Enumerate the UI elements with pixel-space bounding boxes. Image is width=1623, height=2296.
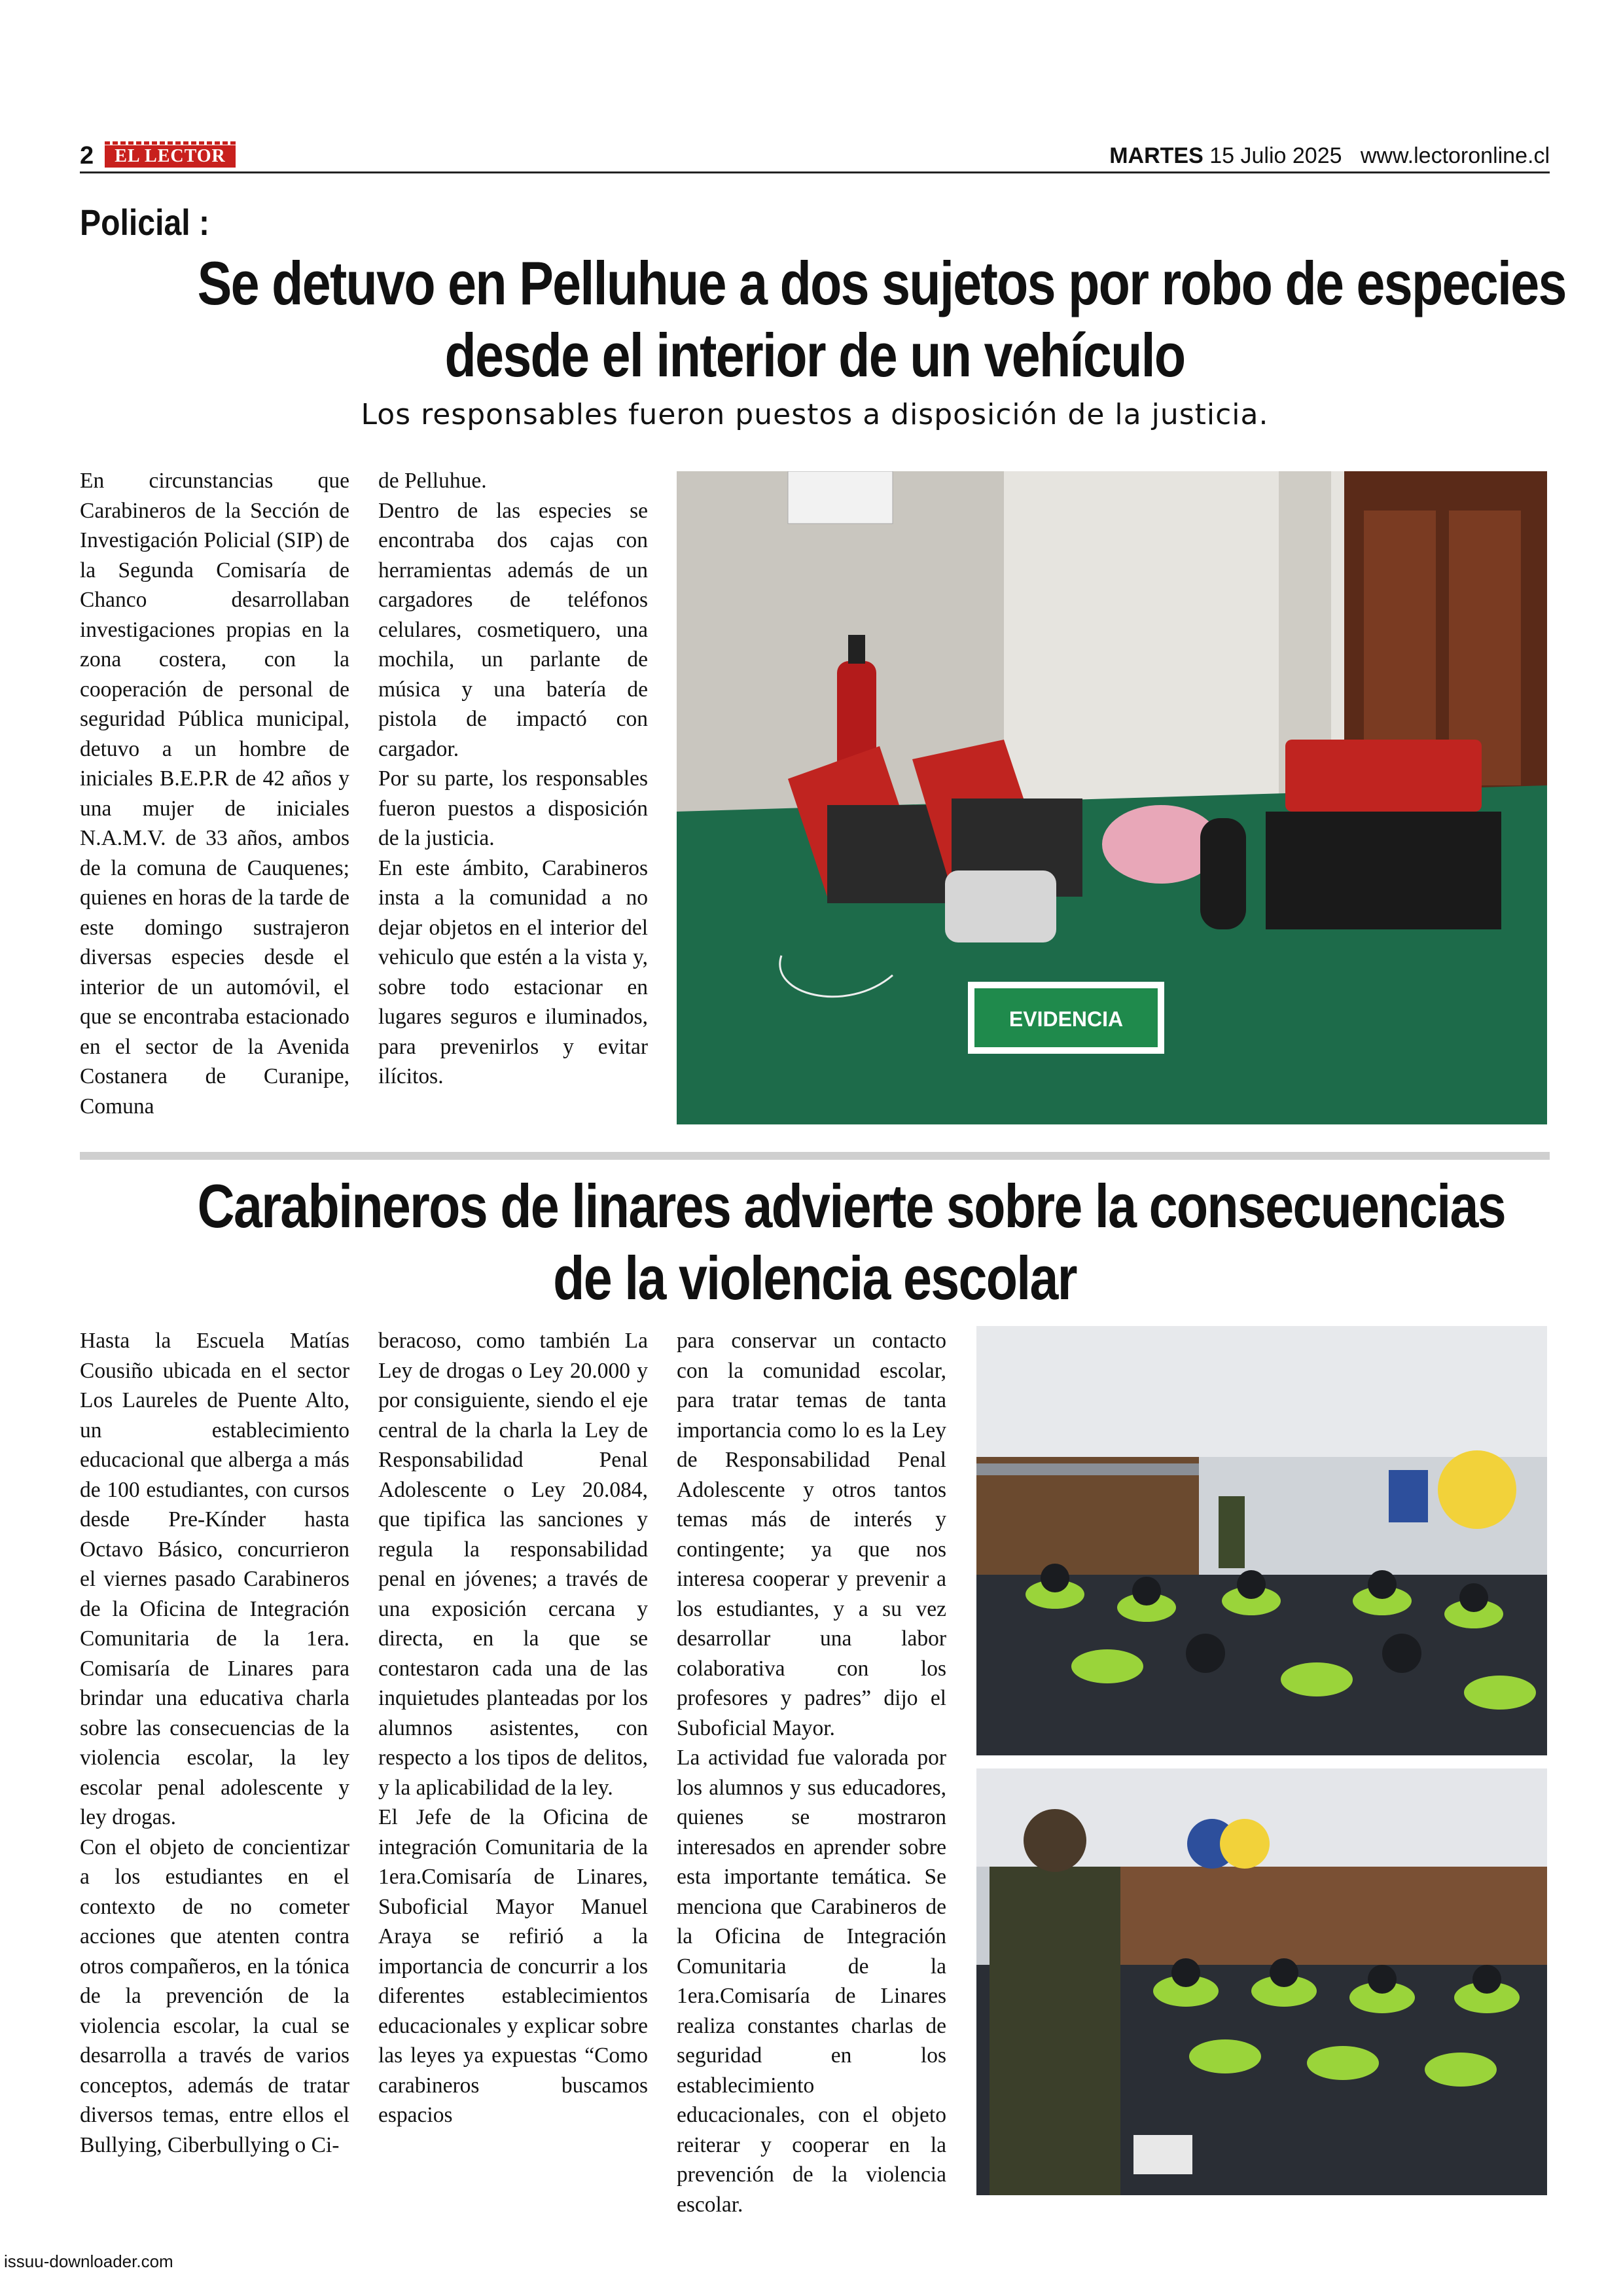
- article2-paragraph: Con el objeto de concientizar a los estudiantes en el contexto de no cometer acciones que atenten contra otros compañeros, en la tónica de la prevención de la violencia escolar, la cual se desarrolla a través de varios conceptos, además de tratar diversos temas, entre ellos el Bullying, Ciberbullying o Ci-: [80, 1835, 349, 2157]
- classroom-photo-1: [976, 1326, 1547, 1755]
- evidence-photo: [677, 471, 1547, 1124]
- header-rule: [80, 171, 1550, 173]
- article2-paragraph: Hasta la Escuela Matías Cousiño ubicada en el sector Los Laureles de Puente Alto, un establecimiento educacional que alberga a más de 100 estudiantes, con cursos desde Pre-Kínder hasta Octavo Básico, concurrieron el viernes pasado Carabineros de la Oficina de Integración Comunitaria de la 1era. Comisaría de Linares para brindar una educativa charla sobre las consecuencias de la violencia escolar, la ley escolar penal adolescente y ley drogas.: [80, 1329, 349, 1829]
- article2-column-3: [677, 1326, 946, 2219]
- article1-paragraph: En circunstancias que Carabineros de la Sección de Investigación Policial (SIP) de la Segunda Comisaría de Chanco desarrollaban investigaciones propias en la zona costera, con la cooperación de personal de seguridad Pública municipal, detuvo a un hombre de iniciales B.E.P.R de 42 años y una mujer de iniciales N.A.M.V. de 33 años, ambos de la comuna de Cauquenes; quienes en horas de la tarde de este domingo sustrajeron diversas especies desde el interior de un automóvil, el que se encontraba estacionado en el sector de la Avenida Costanera de Curanipe, Comuna: [80, 469, 349, 1119]
- article2-column-1: [80, 1326, 349, 2160]
- footer-watermark: issuu-downloader.com: [4, 2251, 173, 2271]
- section-label: Policial :: [80, 202, 210, 243]
- article1-paragraph: En este ámbito, Carabineros insta a la comunidad a no dejar objetos en el interior del vehiculo que estén a la vista y, sobre todo estacionar en lugares seguros e iluminados, para prevenirlos y evitar ilícitos.: [378, 855, 648, 1088]
- article2-paragraph: El Jefe de la Oficina de integración Comunitaria de la 1era.Comisaría de Linares, Suboficial Mayor Manuel Araya se refirió a la importancia de concurrir a los diferentes establecimientos educacionales y explicar sobre las leyes ya expuestas “Como carabineros buscamos espacios: [378, 1805, 648, 2127]
- article1-column-1: [80, 466, 349, 1121]
- article1-headline-line1: Se detuvo en Pelluhue a dos sujetos por robo de especies: [197, 249, 1566, 317]
- header-date: 15 Julio 2025: [1209, 143, 1342, 168]
- logo-stripe: [105, 141, 236, 145]
- header-day: MARTES: [1109, 143, 1204, 168]
- classroom-photo-2: [976, 1768, 1547, 2195]
- header-website: www.lectoronline.cl: [1360, 143, 1550, 168]
- section-divider: [80, 1152, 1550, 1160]
- article2-paragraph: beracoso, como también La Ley de drogas o Ley 20.000 y por consiguiente, siendo el eje central de la charla la Ley de Responsabilidad Penal Adolescente o Ley 20.084, que tipifica las sanciones y regula la responsabilidad penal en jóvenes; a través de una exposición cercana y directa, en la que se contestaron cada una de las inquietudes planteadas por los alumnos asistentes, con respecto a los tipos de delitos, y la aplicabilidad de la ley.: [378, 1329, 648, 1800]
- page-number: 2: [80, 143, 105, 169]
- article1-headline-line2: desde el interior de un vehículo: [444, 321, 1185, 389]
- article1-subhead: Los responsables fueron puestos a disposición de la justicia.: [361, 398, 1269, 431]
- newspaper-logo: EL LECTOR: [105, 145, 236, 168]
- article2-headline: [80, 1170, 1550, 1314]
- article1-column-2: [378, 466, 648, 1092]
- article2-paragraph: La actividad fue valorada por los alumnos y sus educadores, quienes se mostraron interesados en aprender sobre esta importante temática. Se menciona que Carabineros de la Oficina de Integración Comunitaria de la 1era.Comisaría de Linares realiza constantes charlas de seguridad en los establecimiento educacionales, con el objeto reiterar y cooperar en la prevención de la violencia escolar.: [677, 1746, 946, 2217]
- article2-headline-line1: Carabineros de linares advierte sobre la consecuencias: [197, 1172, 1505, 1240]
- article2-headline-line2: de la violencia escolar: [553, 1244, 1077, 1312]
- article2-paragraph: para conservar un contacto con la comunidad escolar, para tratar temas de tanta importancia como lo es la Ley de Responsabilidad Penal Adolescente y otros tantos temas más de interés y contingente; ya que nos interesa cooperar y prevenir a los estudiantes, y a su vez desarrollar una labor colaborativa con los profesores y padres” dijo el Suboficial Mayor.: [677, 1329, 946, 1740]
- article2-column-2: [378, 1326, 648, 2130]
- article1-paragraph: Por su parte, los responsables fueron puestos a disposición de la justicia.: [378, 766, 648, 850]
- article1-paragraph: Dentro de las especies se encontraba dos cajas con herramientas además de un cargadores de teléfonos celulares, cosmetiquero, una mochila, un parlante de música y una batería de pistola de impactó con cargador.: [378, 498, 648, 761]
- article1-paragraph: de Pelluhue.: [378, 469, 487, 493]
- evidence-sign-text: EVIDENCIA: [1008, 1007, 1124, 1031]
- article1-headline: [80, 247, 1566, 391]
- header-dateline: [1109, 143, 1550, 169]
